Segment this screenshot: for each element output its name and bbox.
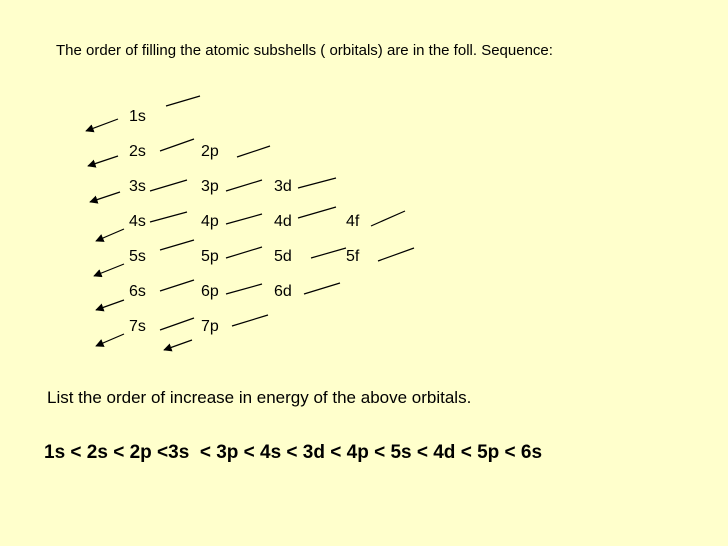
arrow-line-2 [88, 156, 118, 166]
diag-11 [160, 240, 194, 250]
orbital-4s: 4s [129, 213, 146, 230]
diag-16 [226, 284, 262, 294]
diag-14 [378, 248, 414, 261]
diag-17 [304, 283, 340, 294]
orbital-3s: 3s [129, 178, 146, 195]
answer-sequence: 1s < 2s < 2p <3s < 3p < 4s < 3d < 4p < 5s < 4d < 5p < 6s [44, 442, 543, 463]
diag-3 [237, 146, 270, 157]
orbital-2p: 2p [201, 143, 219, 160]
arrow-line-8 [164, 340, 192, 350]
orbital-1s: 1s [129, 108, 146, 125]
orbital-6s: 6s [129, 283, 146, 300]
diag-5 [226, 180, 262, 191]
orbital-5s: 5s [129, 248, 146, 265]
orbital-5p: 5p [201, 248, 219, 265]
diagram-heading: The order of filling the atomic subshells ( orbitals) are in the foll. Sequence: [56, 42, 553, 59]
diag-12 [226, 247, 262, 258]
orbital-5f: 5f [346, 248, 360, 265]
diag-19 [232, 315, 268, 326]
orbital-2s: 2s [129, 143, 146, 160]
orbital-4d: 4d [274, 213, 292, 230]
diag-15 [160, 280, 194, 291]
diag-8 [226, 214, 262, 224]
orbital-3p: 3p [201, 178, 219, 195]
orbital-6p: 6p [201, 283, 219, 300]
arrow-line-4 [96, 229, 124, 241]
orbital-3d: 3d [274, 178, 292, 195]
diag-13 [311, 248, 346, 258]
orbital-7s: 7s [129, 318, 146, 335]
orbital-4p: 4p [201, 213, 219, 230]
diag-10 [371, 211, 405, 226]
arrow-line-3 [90, 192, 120, 202]
question-text: List the order of increase in energy of the above orbitals. [47, 388, 472, 407]
diag-7 [150, 212, 187, 222]
orbital-6d: 6d [274, 283, 292, 300]
arrow-line-7 [96, 334, 124, 346]
diag-1 [166, 96, 200, 106]
arrow-line-5 [94, 264, 124, 276]
diag-2 [160, 139, 194, 151]
diag-18 [160, 318, 194, 330]
orbital-7p: 7p [201, 318, 219, 335]
diag-6 [298, 178, 336, 188]
diag-9 [298, 207, 336, 218]
arrow-line-6 [96, 300, 124, 310]
arrow-line-1 [86, 119, 118, 131]
orbital-4f: 4f [346, 213, 360, 230]
diag-4 [150, 180, 187, 191]
orbital-5d: 5d [274, 248, 292, 265]
